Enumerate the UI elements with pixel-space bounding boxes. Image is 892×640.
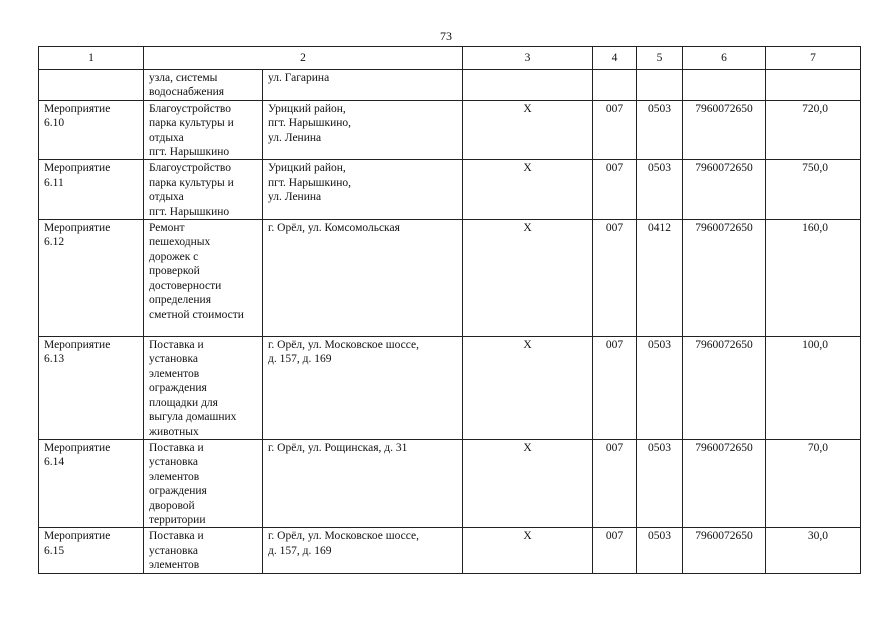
row-code4-cell: 007 (593, 100, 637, 160)
row-code6-cell (683, 70, 766, 101)
row-amount-cell: 70,0 (766, 439, 861, 527)
row-code5-cell (637, 70, 683, 101)
row-code4-cell: 007 (593, 528, 637, 574)
row-code4-cell (593, 70, 637, 101)
row-amount-cell: 160,0 (766, 220, 861, 337)
row-code4-cell: 007 (593, 439, 637, 527)
header-col-7: 7 (766, 47, 861, 70)
row-name-cell: Мероприятие 6.10 (39, 100, 144, 160)
table-row (39, 160, 861, 220)
table-row (39, 528, 861, 574)
row-name-cell: Мероприятие 6.14 (39, 439, 144, 527)
header-col-4: 4 (593, 47, 637, 70)
row-description-cell: Поставка и установка элементов ограждения площадки для выгула домашних животных (144, 337, 263, 440)
row-description-cell: Благоустройство парка культуры и отдыха пгт. Нарышкино (144, 100, 263, 160)
row-code6-cell: 7960072650 (683, 160, 766, 220)
row-mark-cell: Х (463, 337, 593, 440)
budget-table (38, 46, 861, 574)
header-col-5: 5 (637, 47, 683, 70)
table-row (39, 337, 861, 440)
row-code5-cell: 0503 (637, 160, 683, 220)
row-amount-cell: 100,0 (766, 337, 861, 440)
row-description-cell: Поставка и установка элементов (144, 528, 263, 574)
row-description-cell: Ремонт пешеходных дорожек с проверкой достоверности определения сметной стоимости (144, 220, 263, 337)
row-code5-cell: 0503 (637, 439, 683, 527)
row-address-cell: г. Орёл, ул. Комсомольская (263, 220, 463, 337)
header-col-1: 1 (39, 47, 144, 70)
row-code4-cell: 007 (593, 160, 637, 220)
row-amount-cell: 30,0 (766, 528, 861, 574)
table-row (39, 439, 861, 527)
row-code5-cell: 0503 (637, 337, 683, 440)
header-col-3: 3 (463, 47, 593, 70)
row-code5-cell: 0412 (637, 220, 683, 337)
header-row (39, 47, 861, 70)
row-code4-cell: 007 (593, 220, 637, 337)
row-address-cell: ул. Гагарина (263, 70, 463, 101)
row-address-cell: г. Орёл, ул. Рощинская, д. 31 (263, 439, 463, 527)
row-description-cell: Благоустройство парка культуры и отдыха пгт. Нарышкино (144, 160, 263, 220)
row-mark-cell: Х (463, 160, 593, 220)
row-amount-cell (766, 70, 861, 101)
table-row (39, 220, 861, 337)
row-amount-cell: 750,0 (766, 160, 861, 220)
header-col-2: 2 (144, 47, 463, 70)
row-name-cell: Мероприятие 6.15 (39, 528, 144, 574)
row-code5-cell: 0503 (637, 528, 683, 574)
row-code6-cell: 7960072650 (683, 439, 766, 527)
row-mark-cell: Х (463, 439, 593, 527)
row-address-cell: Урицкий район, пгт. Нарышкино, ул. Ленина (263, 100, 463, 160)
row-code6-cell: 7960072650 (683, 220, 766, 337)
row-address-cell: г. Орёл, ул. Московское шоссе, д. 157, д. 169 (263, 528, 463, 574)
row-description-cell: узла, системы водоснабжения (144, 70, 263, 101)
row-code5-cell: 0503 (637, 100, 683, 160)
row-code6-cell: 7960072650 (683, 528, 766, 574)
table-row (39, 100, 861, 160)
row-mark-cell: Х (463, 220, 593, 337)
row-code6-cell: 7960072650 (683, 100, 766, 160)
row-name-cell: Мероприятие 6.12 (39, 220, 144, 337)
row-mark-cell: Х (463, 100, 593, 160)
row-mark-cell: Х (463, 528, 593, 574)
row-description-cell: Поставка и установка элементов ограждения дворовой территории (144, 439, 263, 527)
table-row (39, 70, 861, 101)
header-col-6: 6 (683, 47, 766, 70)
page-number: 73 (440, 29, 452, 43)
row-code6-cell: 7960072650 (683, 337, 766, 440)
row-address-cell: Урицкий район, пгт. Нарышкино, ул. Ленина (263, 160, 463, 220)
row-mark-cell (463, 70, 593, 101)
row-name-cell: Мероприятие 6.13 (39, 337, 144, 440)
row-name-cell (39, 70, 144, 101)
row-amount-cell: 720,0 (766, 100, 861, 160)
row-code4-cell: 007 (593, 337, 637, 440)
row-name-cell: Мероприятие 6.11 (39, 160, 144, 220)
row-address-cell: г. Орёл, ул. Московское шоссе, д. 157, д. 169 (263, 337, 463, 440)
